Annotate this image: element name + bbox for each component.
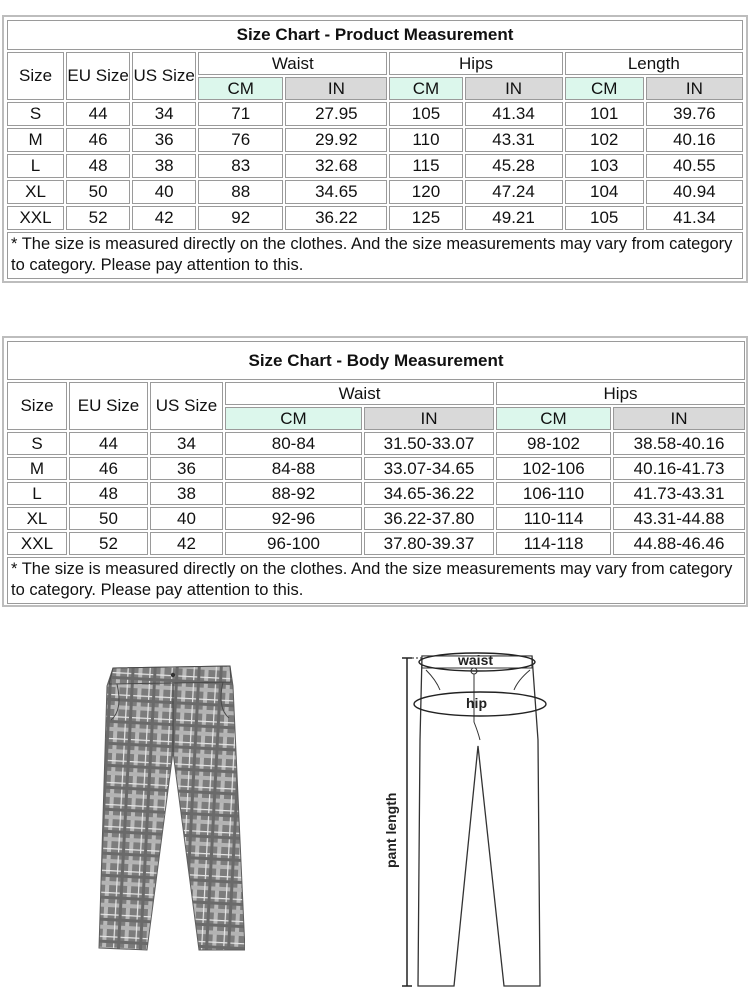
header-waist-cm: CM: [225, 407, 362, 430]
table-cell: 52: [66, 206, 130, 230]
table-cell: 48: [66, 154, 130, 178]
table-cell: 80-84: [225, 432, 362, 455]
table-cell: 33.07-34.65: [364, 457, 494, 480]
table-cell: 105: [565, 206, 644, 230]
waist-label: waist: [458, 652, 494, 668]
body-measurement-chart: [2, 336, 748, 607]
header-hips-in: IN: [465, 77, 563, 100]
table-cell: XXL: [7, 206, 64, 230]
table-cell: 34: [150, 432, 223, 455]
header-size: Size: [7, 382, 67, 430]
table-cell: 110-114: [496, 507, 611, 530]
header-us-size: US Size: [150, 382, 223, 430]
table-cell: 106-110: [496, 482, 611, 505]
table-row: [7, 102, 743, 126]
table-cell: L: [7, 154, 64, 178]
table-cell: 120: [389, 180, 462, 204]
table-cell: 31.50-33.07: [364, 432, 494, 455]
table-cell: L: [7, 482, 67, 505]
header-waist: Waist: [225, 382, 494, 405]
table-cell: 36.22: [285, 206, 387, 230]
hip-label: hip: [466, 695, 487, 711]
table-cell: 110: [389, 128, 462, 152]
table-cell: 125: [389, 206, 462, 230]
table-cell: 42: [132, 206, 196, 230]
table-cell: 92-96: [225, 507, 362, 530]
table-cell: 48: [69, 482, 148, 505]
table-cell: S: [7, 102, 64, 126]
button-icon: [171, 673, 175, 677]
header-hips-cm: CM: [389, 77, 462, 100]
table-cell: 40: [150, 507, 223, 530]
table-row: [7, 432, 745, 455]
header-length-cm: CM: [565, 77, 644, 100]
measurement-note: * The size is measured directly on the clothes. And the size measurements may vary from category to category. Please pay attention to this.: [7, 232, 743, 279]
table-cell: 39.76: [646, 102, 743, 126]
header-waist-cm: CM: [198, 77, 283, 100]
table-cell: 38: [132, 154, 196, 178]
table-cell: 102-106: [496, 457, 611, 480]
table-cell: 50: [66, 180, 130, 204]
table-cell: 104: [565, 180, 644, 204]
table-row: [7, 507, 745, 530]
table-cell: 84-88: [225, 457, 362, 480]
pant-length-label: pant length: [383, 792, 399, 868]
table-cell: 43.31: [465, 128, 563, 152]
header-hips-in: IN: [613, 407, 745, 430]
table-row: [7, 482, 745, 505]
table-row: [7, 532, 745, 555]
table-cell: 42: [150, 532, 223, 555]
table-cell: 44: [69, 432, 148, 455]
table-cell: 92: [198, 206, 283, 230]
table-cell: 34: [132, 102, 196, 126]
table-cell: 36: [150, 457, 223, 480]
header-size: Size: [7, 52, 64, 100]
table-cell: 49.21: [465, 206, 563, 230]
table-cell: 46: [66, 128, 130, 152]
table-cell: 76: [198, 128, 283, 152]
header-us-size: US Size: [132, 52, 196, 100]
table-cell: 44: [66, 102, 130, 126]
table-cell: XXL: [7, 532, 67, 555]
pants-measurement-diagram: [380, 650, 555, 990]
table-cell: 102: [565, 128, 644, 152]
table-cell: 83: [198, 154, 283, 178]
table-cell: 88-92: [225, 482, 362, 505]
product-measurement-chart: [2, 15, 748, 283]
measurement-note: * The size is measured directly on the clothes. And the size measurements may vary from category to category. Please pay attention to this.: [7, 557, 745, 604]
table-cell: 36.22-37.80: [364, 507, 494, 530]
table-cell: XL: [7, 507, 67, 530]
header-length: Length: [565, 52, 743, 75]
table-cell: 41.34: [465, 102, 563, 126]
table-cell: 41.73-43.31: [613, 482, 745, 505]
header-hips-cm: CM: [496, 407, 611, 430]
waistband: [109, 666, 231, 684]
table-cell: 98-102: [496, 432, 611, 455]
table-cell: 32.68: [285, 154, 387, 178]
header-eu-size: EU Size: [69, 382, 148, 430]
header-hips: Hips: [389, 52, 562, 75]
table-cell: 36: [132, 128, 196, 152]
table-cell: 96-100: [225, 532, 362, 555]
table-cell: 105: [389, 102, 462, 126]
table-cell: 71: [198, 102, 283, 126]
header-eu-size: EU Size: [66, 52, 130, 100]
header-hips: Hips: [496, 382, 745, 405]
table-cell: 45.28: [465, 154, 563, 178]
header-length-in: IN: [646, 77, 743, 100]
table-cell: 40.16: [646, 128, 743, 152]
table-cell: M: [7, 128, 64, 152]
table-row: [7, 128, 743, 152]
table-cell: 40.16-41.73: [613, 457, 745, 480]
table-cell: M: [7, 457, 67, 480]
table-cell: 43.31-44.88: [613, 507, 745, 530]
body-measurement-table: [5, 339, 747, 606]
header-waist-in: IN: [285, 77, 387, 100]
table-cell: 29.92: [285, 128, 387, 152]
table-row: [7, 154, 743, 178]
table-row: [7, 206, 743, 230]
table-cell: 34.65-36.22: [364, 482, 494, 505]
table-cell: 47.24: [465, 180, 563, 204]
table-cell: 52: [69, 532, 148, 555]
table-cell: 101: [565, 102, 644, 126]
table-cell: XL: [7, 180, 64, 204]
table-cell: 41.34: [646, 206, 743, 230]
table-cell: 88: [198, 180, 283, 204]
table-cell: 27.95: [285, 102, 387, 126]
table-title: Size Chart - Product Measurement: [7, 20, 743, 50]
table-cell: 46: [69, 457, 148, 480]
product-measurement-table: [5, 18, 745, 281]
table-cell: 40: [132, 180, 196, 204]
table-cell: 37.80-39.37: [364, 532, 494, 555]
table-cell: 44.88-46.46: [613, 532, 745, 555]
table-title: Size Chart - Body Measurement: [7, 341, 745, 380]
table-row: [7, 457, 745, 480]
table-cell: 50: [69, 507, 148, 530]
header-waist: Waist: [198, 52, 387, 75]
table-cell: S: [7, 432, 67, 455]
table-cell: 34.65: [285, 180, 387, 204]
header-waist-in: IN: [364, 407, 494, 430]
plaid-pants-photo: [95, 660, 245, 955]
table-cell: 38.58-40.16: [613, 432, 745, 455]
table-cell: 103: [565, 154, 644, 178]
table-cell: 114-118: [496, 532, 611, 555]
table-row: [7, 180, 743, 204]
table-cell: 38: [150, 482, 223, 505]
table-cell: 115: [389, 154, 462, 178]
table-cell: 40.55: [646, 154, 743, 178]
table-cell: 40.94: [646, 180, 743, 204]
